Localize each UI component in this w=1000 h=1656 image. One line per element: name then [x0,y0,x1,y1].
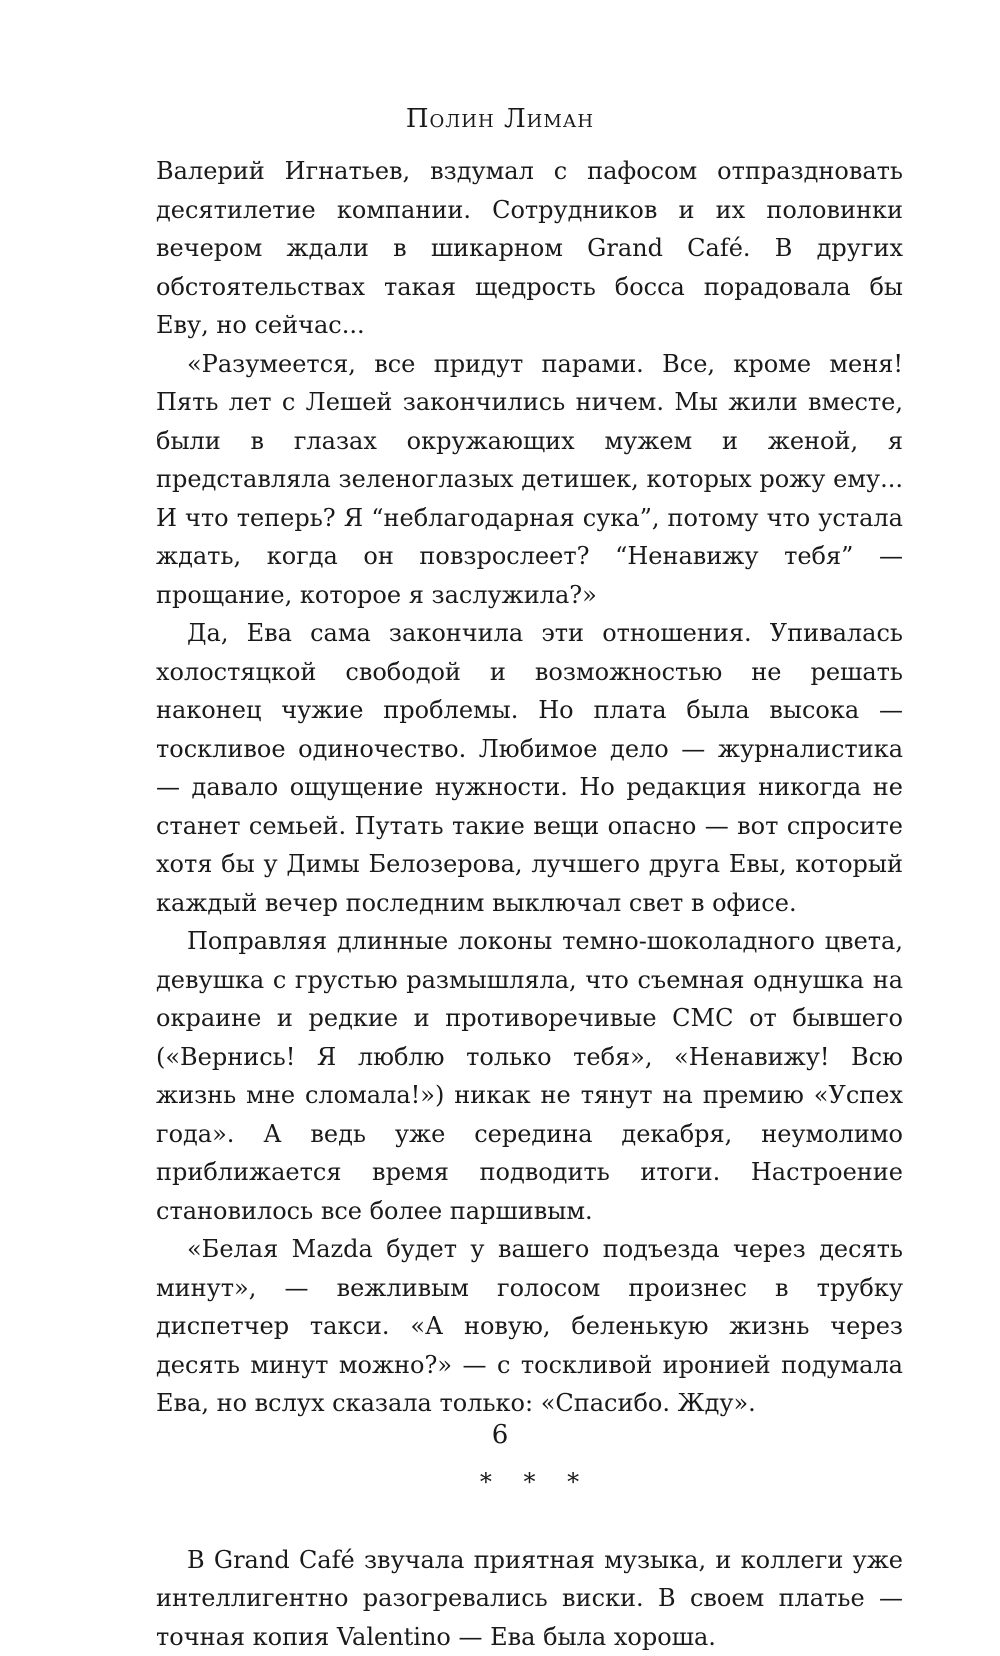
paragraph-1: Валерий Игнатьев, вздумал с пафосом отпраздновать десятилетие компании. Сотрудников и их половинки вечером ждали в шикарном Grand Café. В других обстоятельствах такая щедрость босса порадовала бы Еву, но сейчас... [156,152,903,345]
paragraph-6: В Grand Café звучала приятная музыка, и коллеги уже интеллигентно разогревались виски. В своем платье — точная копия Valentino — Ева была хороша. [156,1541,903,1656]
paragraph-4: Поправляя длинные локоны темно-шоколадного цвета, девушка с грустью размышляла, что съемная однушка на окраине и редкие и противоречивые СМС от бывшего («Вернись! Я люблю только тебя», «Ненавижу! Всю жизнь мне сломала!») никак не тянут на премию «Успех года». А ведь уже середина декабря, неумолимо приближается время подводить итоги. Настроение становилось все более паршивым. [156,922,903,1230]
page-number: 6 [0,1418,1000,1452]
paragraph-3: Да, Ева сама закончила эти отношения. Упивалась холостяцкой свободой и возможностью не решать наконец чужие проблемы. Но плата была высока — тоскливое одиночество. Любимое дело — журналистика — давало ощущение нужности. Но редакция никогда не станет семьей. Путать такие вещи опасно — вот спросите хотя бы у Димы Белозерова, лучшего друга Евы, который каждый вечер последним выключал свет в офисе. [156,614,903,922]
running-head-author: Полин Лиман [0,102,1000,136]
section-separator: * * * [156,1423,903,1541]
paragraph-5: «Белая Mazda будет у вашего подъезда через десять минут», — вежливым голосом произнес в трубку диспетчер такси. «А новую, беленькую жизнь через десять минут можно?» — с тоскливой иронией подумала Ева, но вслух сказала только: «Спасибо. Жду». [156,1230,903,1423]
paragraph-2: «Разумеется, все придут парами. Все, кроме меня! Пять лет с Лешей закончились ничем. Мы жили вместе, были в глазах окружающих мужем и женой, я представляла зеленоглазых детишек, которых рожу ему... И что теперь? Я “неблагодарная сука”, потому что устала ждать, когда он повзрослеет? “Ненавижу тебя” — прощание, которое я заслужила?» [156,345,903,615]
